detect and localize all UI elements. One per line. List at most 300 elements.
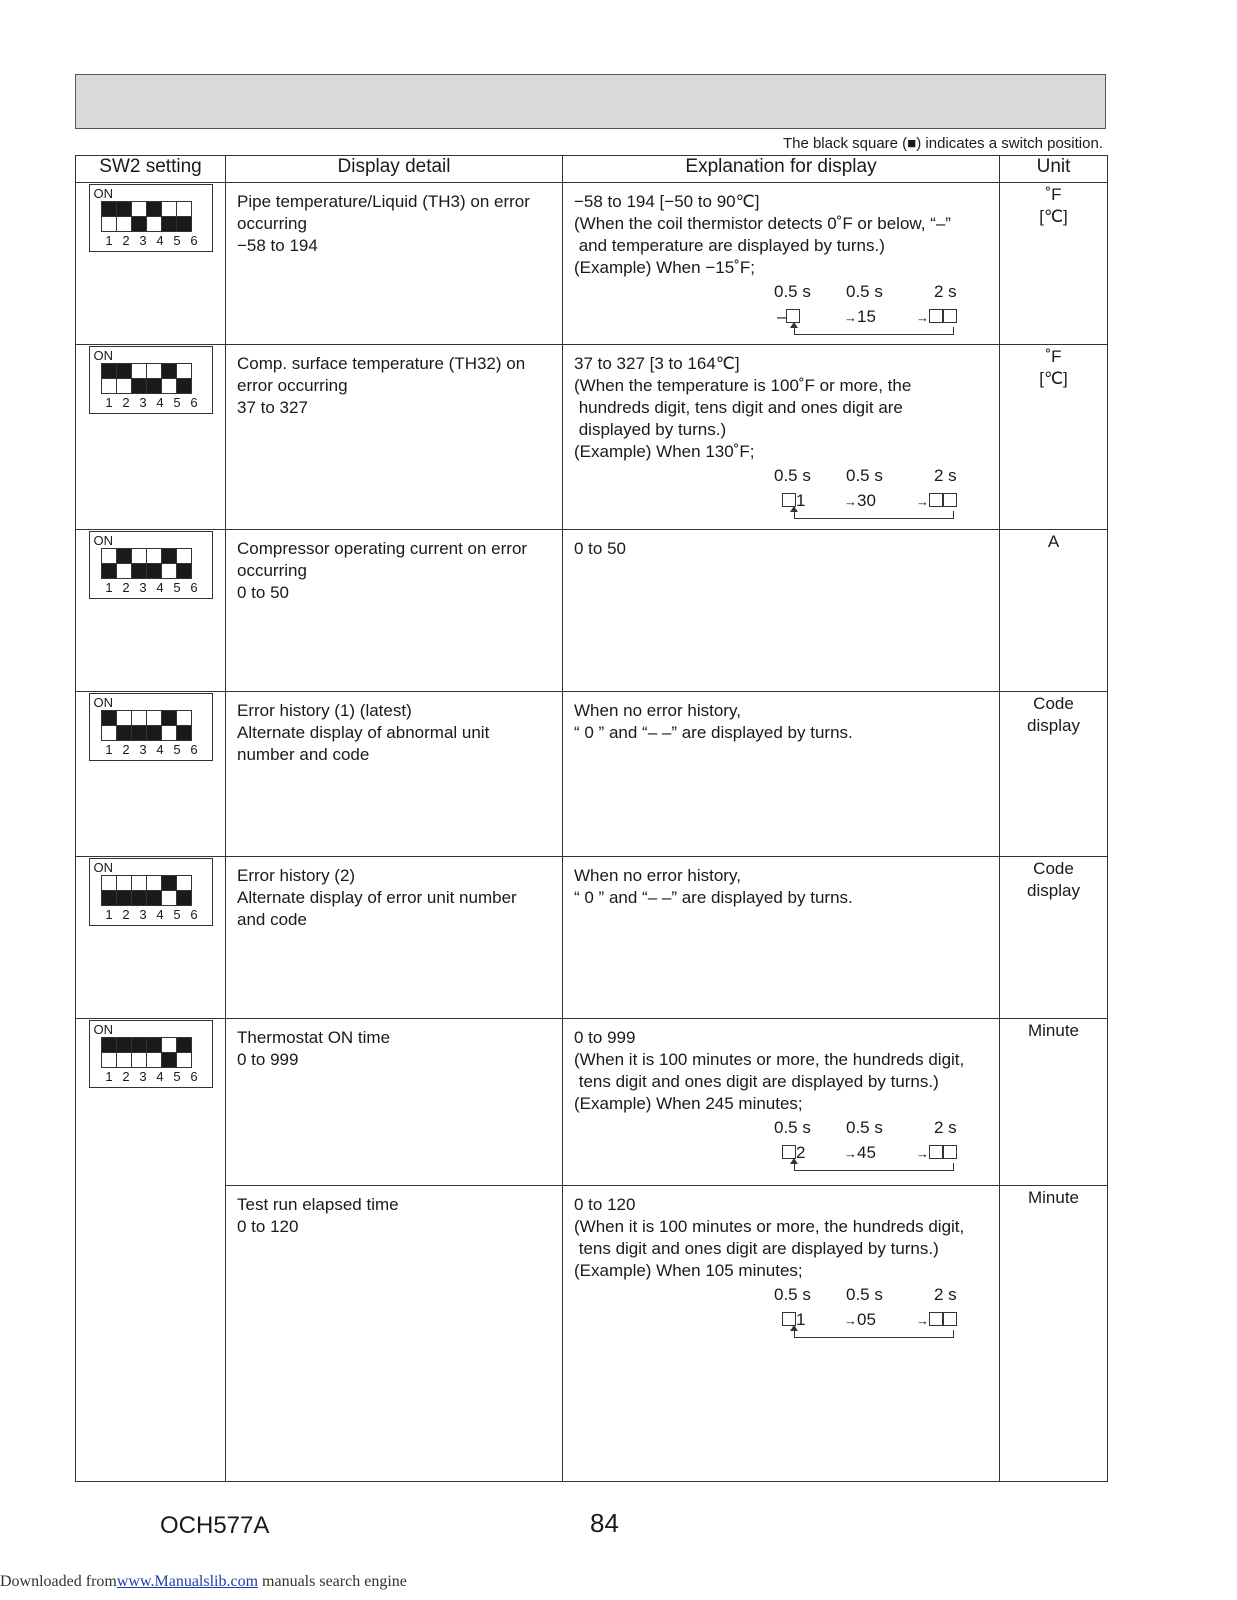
sequence-time: 0.5 s xyxy=(846,282,883,301)
dip-number: 6 xyxy=(190,742,198,757)
loop-arrowhead-icon xyxy=(790,1158,798,1164)
table-row xyxy=(76,1019,1108,1186)
sequence-second-value: 45 xyxy=(857,1143,876,1162)
dip-cell-top-1 xyxy=(101,710,117,726)
dip-on-label: ON xyxy=(93,860,113,875)
dip-cell-bottom-4 xyxy=(146,725,162,741)
dip-cell-bottom-4 xyxy=(146,378,162,394)
digit-box xyxy=(943,1312,957,1326)
dip-cell-bottom-1 xyxy=(101,890,117,906)
sequence-third xyxy=(916,306,957,329)
sw2-setting-cell xyxy=(76,345,226,530)
unit-cell xyxy=(1000,1186,1108,1482)
repeat-loop-line xyxy=(794,327,954,335)
header-sw2-setting: SW2 setting xyxy=(76,156,226,183)
dip-number: 1 xyxy=(105,233,113,248)
unit-cell xyxy=(1000,183,1108,345)
sequence-second-value: 30 xyxy=(857,491,876,510)
explanation-line: 0 to 999 xyxy=(574,1028,636,1047)
dip-number: 1 xyxy=(105,1069,113,1084)
download-footer xyxy=(0,1573,407,1591)
sequence-second xyxy=(844,1142,876,1165)
model-code: OCH577A xyxy=(160,1512,270,1539)
sw2-setting-cell xyxy=(76,1019,226,1482)
dip-numbers xyxy=(101,907,212,922)
dip-cell-bottom-2 xyxy=(116,890,132,906)
dip-number: 2 xyxy=(122,233,130,248)
detail-line: Alternate display of abnormal unit xyxy=(237,723,490,742)
dip-row-bottom xyxy=(101,216,212,231)
sequence-first-digit: 2 xyxy=(796,1143,806,1162)
dip-cell-top-6 xyxy=(176,1037,192,1053)
explanation-line: displayed by turns.) xyxy=(574,420,727,439)
dip-row-bottom xyxy=(101,890,212,905)
dip-cell-top-5 xyxy=(161,875,177,891)
arrow-icon: → xyxy=(916,1313,929,1328)
dip-grid xyxy=(101,875,212,905)
dip-cell-bottom-6 xyxy=(176,890,192,906)
sw2-settings-table xyxy=(75,155,1108,1482)
sequence-time: 2 s xyxy=(934,466,957,485)
dip-number: 4 xyxy=(156,907,164,922)
dip-number: 2 xyxy=(122,1069,130,1084)
dip-cell-bottom-4 xyxy=(146,216,162,232)
display-detail-cell xyxy=(226,857,563,1019)
loop-arrowhead-icon xyxy=(790,1325,798,1331)
dip-cell-bottom-1 xyxy=(101,1052,117,1068)
display-detail-cell xyxy=(226,1186,563,1482)
dip-grid xyxy=(101,548,212,578)
dip-number: 3 xyxy=(139,907,147,922)
arrow-icon: → xyxy=(844,310,857,325)
unit-line: [℃] xyxy=(1039,207,1068,226)
dip-cell-bottom-2 xyxy=(116,725,132,741)
dip-row-top xyxy=(101,201,212,216)
dip-number: 5 xyxy=(173,580,181,595)
explanation-line: 37 to 327 [3 to 164℃] xyxy=(574,354,740,373)
explanation-cell xyxy=(563,530,1000,692)
dip-cell-top-6 xyxy=(176,710,192,726)
dip-cell-bottom-5 xyxy=(161,563,177,579)
dip-cell-top-3 xyxy=(131,363,147,379)
sequence-second xyxy=(844,306,876,329)
unit-line: ˚F xyxy=(1045,185,1062,204)
page-number: 84 xyxy=(590,1508,619,1538)
unit-cell xyxy=(1000,530,1108,692)
explanation-line: (Example) When 105 minutes; xyxy=(574,1261,803,1280)
dip-switch-diagram xyxy=(89,1020,213,1088)
dip-number: 6 xyxy=(190,233,198,248)
unit-cell xyxy=(1000,345,1108,530)
explanation-line: When no error history, xyxy=(574,866,741,885)
detail-line: Thermostat ON time xyxy=(237,1028,391,1047)
sequence-third xyxy=(916,1142,957,1165)
display-detail-cell xyxy=(226,530,563,692)
dip-row-top xyxy=(101,710,212,725)
dip-number: 2 xyxy=(122,742,130,757)
detail-line: Pipe temperature/Liquid (TH3) on error xyxy=(237,192,530,211)
dip-cell-bottom-3 xyxy=(131,563,147,579)
download-prefix: Downloaded from xyxy=(0,1573,117,1590)
digit-box xyxy=(943,493,957,507)
dip-cell-bottom-3 xyxy=(131,378,147,394)
dip-cell-top-4 xyxy=(146,1037,162,1053)
explanation-line: hundreds digit, tens digit and ones digit are xyxy=(574,398,903,417)
detail-line: Test run elapsed time xyxy=(237,1195,399,1214)
dip-on-label: ON xyxy=(93,533,113,548)
dip-cell-bottom-4 xyxy=(146,1052,162,1068)
arrow-icon: → xyxy=(844,1146,857,1161)
dip-switch-diagram xyxy=(89,346,213,414)
sequence-time: 0.5 s xyxy=(774,282,811,301)
dip-number: 4 xyxy=(156,395,164,410)
sequence-time: 2 s xyxy=(934,282,957,301)
dip-switch-diagram xyxy=(89,693,213,761)
dip-cell-top-6 xyxy=(176,201,192,217)
digit-box xyxy=(786,309,800,323)
digit-box xyxy=(943,309,957,323)
display-detail-cell xyxy=(226,345,563,530)
dip-numbers xyxy=(101,233,212,248)
dip-number: 3 xyxy=(139,742,147,757)
dip-grid xyxy=(101,1037,212,1067)
explanation-line: When no error history, xyxy=(574,701,741,720)
unit-line: ˚F xyxy=(1045,347,1062,366)
dip-cell-top-3 xyxy=(131,875,147,891)
detail-line: Comp. surface temperature (TH32) on xyxy=(237,354,526,373)
explanation-cell xyxy=(563,345,1000,530)
dip-cell-top-3 xyxy=(131,1037,147,1053)
header-display-detail: Display detail xyxy=(226,156,563,183)
dip-row-top xyxy=(101,548,212,563)
dip-on-label: ON xyxy=(93,1022,113,1037)
detail-line: number and code xyxy=(237,745,370,764)
header-explanation: Explanation for display xyxy=(563,156,1000,183)
dip-cell-top-1 xyxy=(101,363,117,379)
dip-switch-diagram xyxy=(89,531,213,599)
dip-number: 4 xyxy=(156,580,164,595)
dip-cell-top-1 xyxy=(101,548,117,564)
dip-switch-diagram xyxy=(89,184,213,252)
dip-on-label: ON xyxy=(93,695,113,710)
explanation-line: “ 0 ” and “– –” are displayed by turns. xyxy=(574,723,853,742)
dip-number: 1 xyxy=(105,742,113,757)
dip-number: 5 xyxy=(173,233,181,248)
dip-row-bottom xyxy=(101,1052,212,1067)
sequence-first-digit: 1 xyxy=(796,1310,806,1329)
digit-box xyxy=(782,1312,796,1326)
display-sequence xyxy=(574,1117,989,1175)
digit-box xyxy=(782,1145,796,1159)
dip-cell-top-4 xyxy=(146,201,162,217)
dip-cell-bottom-6 xyxy=(176,378,192,394)
arrow-icon: → xyxy=(916,1146,929,1161)
dip-cell-top-1 xyxy=(101,201,117,217)
dip-number: 5 xyxy=(173,1069,181,1084)
display-sequence xyxy=(574,281,989,339)
download-suffix: manuals search engine xyxy=(258,1573,407,1590)
sequence-time: 0.5 s xyxy=(774,466,811,485)
sequence-second xyxy=(844,490,876,513)
repeat-loop-line xyxy=(794,511,954,519)
dip-cell-bottom-6 xyxy=(176,725,192,741)
dip-cell-top-5 xyxy=(161,710,177,726)
sequence-time: 2 s xyxy=(934,1118,957,1137)
unit-cell xyxy=(1000,692,1108,857)
detail-line: 37 to 327 xyxy=(237,398,308,417)
detail-line: 0 to 50 xyxy=(237,583,289,602)
table-row xyxy=(76,183,1108,345)
sequence-second-value: 15 xyxy=(857,307,876,326)
unit-line: [℃] xyxy=(1039,369,1068,388)
detail-line: Error history (1) (latest) xyxy=(237,701,412,720)
explanation-line: (Example) When −15˚F; xyxy=(574,258,755,277)
unit-line: display xyxy=(1027,881,1080,900)
dip-number: 1 xyxy=(105,907,113,922)
dip-switch-diagram xyxy=(89,858,213,926)
digit-box xyxy=(782,493,796,507)
digit-box xyxy=(943,1145,957,1159)
dip-cell-bottom-2 xyxy=(116,1052,132,1068)
dip-cell-bottom-6 xyxy=(176,216,192,232)
dip-row-top xyxy=(101,363,212,378)
dip-cell-top-5 xyxy=(161,363,177,379)
sequence-time: 0.5 s xyxy=(774,1285,811,1304)
dip-cell-top-5 xyxy=(161,1037,177,1053)
detail-line: Error history (2) xyxy=(237,866,356,885)
explanation-cell xyxy=(563,857,1000,1019)
dip-number: 2 xyxy=(122,395,130,410)
dip-number: 3 xyxy=(139,233,147,248)
dip-cell-bottom-4 xyxy=(146,563,162,579)
explanation-cell xyxy=(563,1186,1000,1482)
dip-cell-top-4 xyxy=(146,548,162,564)
dip-number: 6 xyxy=(190,1069,198,1084)
display-detail-cell xyxy=(226,1019,563,1186)
dip-cell-bottom-3 xyxy=(131,890,147,906)
sequence-third xyxy=(916,1309,957,1332)
dip-cell-top-4 xyxy=(146,710,162,726)
explanation-line: (Example) When 245 minutes; xyxy=(574,1094,803,1113)
dip-cell-bottom-1 xyxy=(101,216,117,232)
dip-numbers xyxy=(101,1069,212,1084)
display-detail-cell xyxy=(226,183,563,345)
dip-number: 2 xyxy=(122,907,130,922)
explanation-line: “ 0 ” and “– –” are displayed by turns. xyxy=(574,888,853,907)
dip-on-label: ON xyxy=(93,348,113,363)
dip-cell-top-2 xyxy=(116,1037,132,1053)
explanation-line: (When it is 100 minutes or more, the hundreds digit, xyxy=(574,1217,965,1236)
sequence-first-digit: 1 xyxy=(796,491,806,510)
manualslib-link[interactable]: www.Manualslib.com xyxy=(116,1573,259,1590)
dip-cell-bottom-1 xyxy=(101,563,117,579)
dip-cell-bottom-3 xyxy=(131,1052,147,1068)
dip-cell-top-4 xyxy=(146,363,162,379)
dip-on-label: ON xyxy=(93,186,113,201)
dip-cell-top-1 xyxy=(101,875,117,891)
sequence-time: 2 s xyxy=(934,1285,957,1304)
explanation-line: (When the coil thermistor detects 0˚F or below, “–” xyxy=(574,214,951,233)
dip-cell-top-4 xyxy=(146,875,162,891)
explanation-cell xyxy=(563,692,1000,857)
dip-cell-top-5 xyxy=(161,548,177,564)
dip-cell-top-3 xyxy=(131,201,147,217)
display-sequence xyxy=(574,1284,989,1342)
unit-line: A xyxy=(1047,532,1060,551)
unit-line: Code xyxy=(1033,859,1074,878)
sequence-third xyxy=(916,490,957,513)
dip-number: 5 xyxy=(173,742,181,757)
dip-numbers xyxy=(101,742,212,757)
dip-row-top xyxy=(101,1037,212,1052)
table-row xyxy=(76,1186,1108,1482)
table-row xyxy=(76,345,1108,530)
dip-cell-bottom-1 xyxy=(101,378,117,394)
dip-number: 1 xyxy=(105,395,113,410)
loop-arrowhead-icon xyxy=(790,506,798,512)
table-header-row xyxy=(76,156,1108,183)
dip-cell-bottom-6 xyxy=(176,563,192,579)
dip-number: 3 xyxy=(139,580,147,595)
loop-arrowhead-icon xyxy=(790,322,798,328)
digit-box xyxy=(929,309,943,323)
dip-cell-bottom-6 xyxy=(176,1052,192,1068)
sequence-second-value: 05 xyxy=(857,1310,876,1329)
table-row xyxy=(76,530,1108,692)
dip-cell-bottom-2 xyxy=(116,216,132,232)
dip-grid xyxy=(101,201,212,231)
dip-cell-bottom-5 xyxy=(161,216,177,232)
explanation-line: 0 to 50 xyxy=(574,539,626,558)
explanation-line: tens digit and ones digit are displayed by turns.) xyxy=(574,1239,939,1258)
table-row xyxy=(76,857,1108,1019)
dip-number: 6 xyxy=(190,580,198,595)
dip-cell-bottom-5 xyxy=(161,378,177,394)
display-detail-cell xyxy=(226,692,563,857)
dip-cell-top-2 xyxy=(116,710,132,726)
sw2-setting-cell xyxy=(76,857,226,1019)
dip-row-bottom xyxy=(101,725,212,740)
unit-line: display xyxy=(1027,716,1080,735)
detail-line: 0 to 120 xyxy=(237,1217,299,1236)
dip-cell-top-6 xyxy=(176,548,192,564)
explanation-line: (When it is 100 minutes or more, the hundreds digit, xyxy=(574,1050,965,1069)
sequence-first-prefix: – xyxy=(777,307,787,326)
unit-line: Minute xyxy=(1027,1021,1080,1040)
header-unit: Unit xyxy=(1000,156,1108,183)
detail-line: Alternate display of error unit number xyxy=(237,888,517,907)
dip-cell-top-3 xyxy=(131,548,147,564)
dip-cell-top-2 xyxy=(116,875,132,891)
digit-box xyxy=(929,1145,943,1159)
dip-cell-bottom-5 xyxy=(161,890,177,906)
dip-numbers xyxy=(101,395,212,410)
dip-cell-bottom-1 xyxy=(101,725,117,741)
sw2-setting-cell xyxy=(76,183,226,345)
dip-number: 4 xyxy=(156,1069,164,1084)
switch-note: The black square (■) indicates a switch position. xyxy=(782,135,1103,152)
dip-number: 6 xyxy=(190,395,198,410)
dip-cell-top-2 xyxy=(116,201,132,217)
unit-line: Code xyxy=(1033,694,1074,713)
repeat-loop-line xyxy=(794,1330,954,1338)
dip-cell-bottom-2 xyxy=(116,563,132,579)
dip-number: 5 xyxy=(173,907,181,922)
repeat-loop-line xyxy=(794,1163,954,1171)
detail-line: Compressor operating current on error xyxy=(237,539,528,558)
sequence-time: 0.5 s xyxy=(846,1118,883,1137)
dip-cell-bottom-3 xyxy=(131,725,147,741)
sequence-time: 0.5 s xyxy=(846,1285,883,1304)
dip-number: 2 xyxy=(122,580,130,595)
sequence-time: 0.5 s xyxy=(846,466,883,485)
dip-number: 6 xyxy=(190,907,198,922)
dip-numbers xyxy=(101,580,212,595)
explanation-line: (When the temperature is 100˚F or more, the xyxy=(574,376,912,395)
explanation-line: tens digit and ones digit are displayed by turns.) xyxy=(574,1072,939,1091)
digit-box xyxy=(929,493,943,507)
dip-number: 1 xyxy=(105,580,113,595)
dip-number: 5 xyxy=(173,395,181,410)
explanation-line: (Example) When 130˚F; xyxy=(574,442,755,461)
dip-cell-top-6 xyxy=(176,875,192,891)
dip-cell-top-6 xyxy=(176,363,192,379)
dip-cell-top-5 xyxy=(161,201,177,217)
table-row xyxy=(76,692,1108,857)
dip-cell-bottom-5 xyxy=(161,1052,177,1068)
dip-number: 3 xyxy=(139,395,147,410)
dip-grid xyxy=(101,363,212,393)
digit-box xyxy=(929,1312,943,1326)
arrow-icon: → xyxy=(916,494,929,509)
sw2-setting-cell xyxy=(76,692,226,857)
dip-cell-top-2 xyxy=(116,548,132,564)
dip-cell-bottom-2 xyxy=(116,378,132,394)
dip-cell-bottom-5 xyxy=(161,725,177,741)
explanation-cell xyxy=(563,1019,1000,1186)
dip-row-bottom xyxy=(101,378,212,393)
detail-line: and code xyxy=(237,910,307,929)
dip-cell-top-3 xyxy=(131,710,147,726)
explanation-cell xyxy=(563,183,1000,345)
arrow-icon: → xyxy=(916,310,929,325)
dip-row-top xyxy=(101,875,212,890)
unit-cell xyxy=(1000,1019,1108,1186)
detail-line: 0 to 999 xyxy=(237,1050,299,1069)
dip-number: 4 xyxy=(156,742,164,757)
explanation-line: −58 to 194 [−50 to 90℃] xyxy=(574,192,760,211)
sequence-time: 0.5 s xyxy=(774,1118,811,1137)
dip-cell-bottom-4 xyxy=(146,890,162,906)
section-header-bar xyxy=(75,74,1106,129)
detail-line: occurring xyxy=(237,214,307,233)
arrow-icon: → xyxy=(844,1313,857,1328)
dip-cell-top-2 xyxy=(116,363,132,379)
explanation-line: 0 to 120 xyxy=(574,1195,636,1214)
dip-row-bottom xyxy=(101,563,212,578)
detail-line: −58 to 194 xyxy=(237,236,318,255)
dip-cell-bottom-3 xyxy=(131,216,147,232)
display-sequence xyxy=(574,465,989,523)
sw2-setting-cell xyxy=(76,530,226,692)
dip-grid xyxy=(101,710,212,740)
detail-line: occurring xyxy=(237,561,307,580)
dip-number: 4 xyxy=(156,233,164,248)
detail-line: error occurring xyxy=(237,376,348,395)
sequence-second xyxy=(844,1309,876,1332)
explanation-line: and temperature are displayed by turns.) xyxy=(574,236,885,255)
dip-number: 3 xyxy=(139,1069,147,1084)
